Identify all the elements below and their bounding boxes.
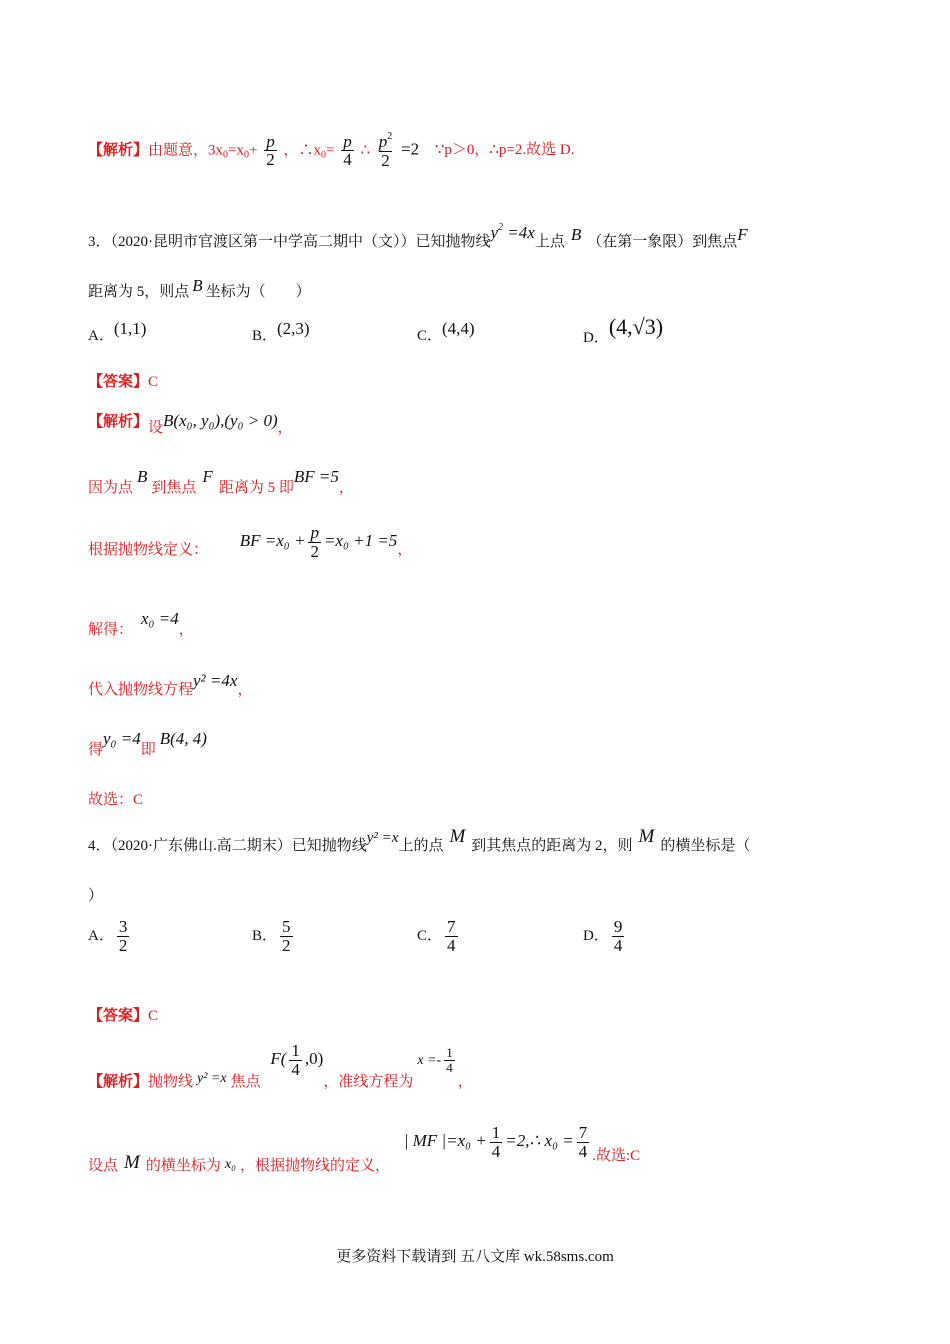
q3-option-c[interactable]: C．(4,4) bbox=[417, 319, 475, 344]
q3-solution-line5: 代入抛物线方程y² =4x， bbox=[88, 671, 253, 698]
q3-option-d[interactable]: D．(4,√3) bbox=[583, 314, 664, 346]
q3-answer: 【答案】C bbox=[88, 374, 159, 390]
q3-solution-line7: 故选：C bbox=[88, 792, 144, 808]
footer-download-link[interactable]: 更多资料下载请到 五八文库 wk.58sms.com bbox=[336, 1249, 614, 1265]
q3-option-a[interactable]: A．(1,1) bbox=[88, 319, 147, 344]
q3-solution-line4: 解得：x₀ =4， bbox=[88, 609, 194, 638]
q3-equation: $y^2 =4x$ bbox=[490, 222, 535, 242]
q3-option-b[interactable]: B．(2,3) bbox=[252, 319, 310, 344]
q4-answer: 【答案】C bbox=[88, 1008, 159, 1024]
q4-stem-line2: ） bbox=[88, 888, 104, 904]
q4-solution-line1: 【解析】抛物线 y² =x 焦点 F( $\frac{1}{4}$ ,0)，准线方程为x =- $\frac{1}{4}$ ， bbox=[88, 1041, 473, 1090]
q4-solution-line2: 设点 M 的横坐标为 x₀ ，根据抛物线的定义， | MF |=x₀ + $\frac{1}{4}$ =2,∴ x₀ = $\frac{7}{4}$ .故选:C bbox=[88, 1123, 641, 1174]
q3-stem: 3．（2020·昆明市官渡区第一中学高二期中（文））已知抛物线$y^2 =4x$上点 B （在第一象限）到焦点F bbox=[88, 222, 748, 250]
fraction-p-over-4: $\frac{p}{4}$ bbox=[343, 131, 352, 170]
solution-tag: 【解析】 bbox=[88, 142, 149, 159]
q4-option-d[interactable]: D． $\frac{9}{4}$ bbox=[583, 917, 623, 955]
q4-option-c[interactable]: C． $\frac{7}{4}$ bbox=[417, 917, 456, 955]
q3-solution-line2: 因为点B到焦点F距离为 5 即BF =5， bbox=[88, 467, 354, 496]
q4-option-a[interactable]: A． $\frac{3}{2}$ bbox=[88, 917, 128, 955]
prev-solution-line: 【解析】由题意，$3x_0=x_0+$ $\frac{p}{2}$ ，$\therefore x_0=$ $\frac{p}{4}$ ∴ $\frac{p^2}{2}$ =2 ∵p＞0，∴p=2.故选 D. bbox=[88, 131, 575, 170]
fraction-p-over-2: $\frac{p}{2}$ bbox=[266, 131, 275, 170]
q4-option-b[interactable]: B． $\frac{5}{2}$ bbox=[252, 917, 291, 955]
q3-stem-line2: 距离为 5，则点 B 坐标为（ ） bbox=[88, 276, 311, 300]
q3-solution-line3: 根据抛物线定义： BF =x₀ + $\frac{p}{2}$ =x₀ +1 =5， bbox=[88, 523, 413, 561]
q3-solution-line6: 得y₀ =4即B(4, 4) bbox=[88, 729, 207, 758]
q4-stem: 4．（2020·广东佛山.高二期末）已知抛物线y² =x上的点 M 到其焦点的距离为 2，则 M 的横坐标是（ bbox=[88, 826, 751, 854]
q3-solution-line1: 【解析】设B(x₀, y₀),(y₀ > 0)， bbox=[88, 411, 293, 436]
fraction-p2-over-2: $\frac{p^2}{2}$ bbox=[378, 131, 393, 170]
